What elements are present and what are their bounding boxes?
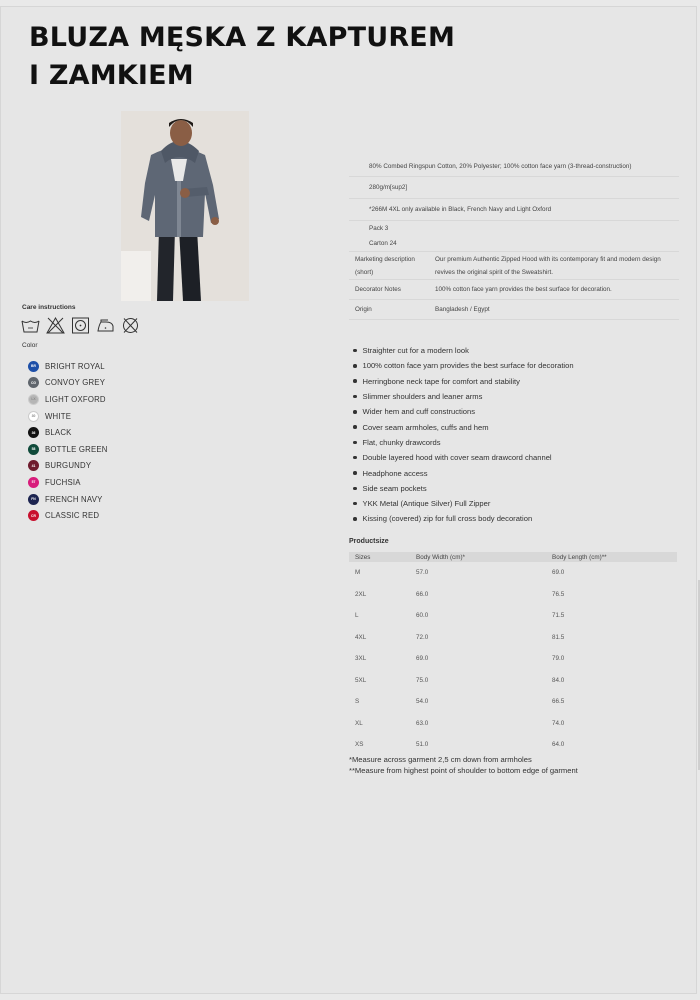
feature-item: Slimmer shoulders and leaner arms: [353, 389, 574, 404]
size-table-header: [349, 552, 677, 562]
color-swatch: 36: [28, 427, 39, 438]
size-row: [349, 648, 677, 670]
iron-icon: [96, 317, 115, 334]
size-row: [349, 605, 677, 627]
spec-row: [349, 280, 679, 300]
feature-item: 100% cotton face yarn provides the best surface for decoration: [353, 358, 574, 373]
length-cell: 64.0: [552, 741, 565, 749]
size-row: [349, 713, 677, 735]
page-title: [29, 19, 455, 95]
spec-value: *266M 4XL only available in Black, French Navy and Light Oxford: [369, 206, 552, 213]
feature-item: Cover seam armholes, cuffs and hem: [353, 419, 574, 434]
spec-key: Marketing description (short): [355, 255, 415, 276]
color-item: [28, 408, 108, 425]
size-row: [349, 670, 677, 692]
color-name: CONVOY GREY: [45, 378, 106, 388]
size-row: [349, 584, 677, 606]
productsize-title: Productsize: [349, 538, 389, 545]
color-swatch: CR: [28, 510, 39, 521]
size-row: [349, 691, 677, 713]
spec-row: [349, 177, 679, 199]
color-name: WHITE: [45, 411, 72, 421]
note-length: **Measure from highest point of shoulder to bottom edge of garment: [349, 765, 578, 775]
care-icons: [21, 317, 140, 334]
color-item: [28, 424, 108, 441]
size-cell: M: [355, 569, 361, 577]
tumble-dry-icon: [71, 317, 90, 334]
feature-item: Straighter cut for a modern look: [353, 343, 574, 358]
length-cell: 69.0: [552, 569, 565, 577]
feature-list: [353, 343, 574, 527]
spec-key: Decorator Notes: [355, 286, 401, 293]
feature-item: Wider hem and cuff constructions: [353, 404, 574, 419]
length-cell: 79.0: [552, 655, 565, 663]
note-width: *Measure across garment 2,5 cm down from armholes: [349, 755, 532, 764]
spec-row: [349, 236, 679, 252]
spec-table: [349, 157, 679, 320]
document-page: [0, 6, 697, 994]
color-swatch: 30: [28, 411, 39, 422]
length-cell: 84.0: [552, 676, 565, 684]
color-swatch: 58: [28, 444, 39, 455]
width-cell: 57.0: [416, 569, 429, 577]
feature-item: Herringbone neck tape for comfort and stability: [353, 374, 574, 389]
feature-item: Headphone access: [353, 465, 574, 480]
color-item: [28, 441, 108, 458]
color-item: [28, 458, 108, 475]
no-bleach-icon: [46, 317, 65, 334]
title-line-2: I ZAMKIEM: [29, 60, 194, 91]
header-sizes: Sizes: [349, 552, 410, 562]
spec-value: 280g/m[sup2]: [369, 184, 408, 191]
size-row: [349, 734, 677, 756]
color-swatch: LX: [28, 394, 39, 405]
color-swatch: BR: [28, 361, 39, 372]
title-line-1: BLUZA MĘSKA Z KAPTUREM: [29, 22, 456, 53]
color-name: FUCHSIA: [45, 477, 81, 487]
spec-value: 80% Combed Ringspun Cotton, 20% Polyester; 100% cotton face yarn (3-thread-construction): [369, 163, 632, 170]
feature-item: Flat, chunky drawcords: [353, 435, 574, 450]
width-cell: 60.0: [416, 612, 429, 620]
size-cell: XL: [355, 719, 363, 727]
size-cell: 3XL: [355, 655, 367, 663]
size-cell: S: [355, 698, 360, 706]
wash-40-icon: [21, 317, 40, 334]
color-swatch: FN: [28, 494, 39, 505]
color-swatch: 57: [28, 477, 39, 488]
size-cell: 2XL: [355, 590, 367, 598]
length-cell: 74.0: [552, 719, 565, 727]
color-swatch: 41: [28, 460, 39, 471]
size-cell: XS: [355, 741, 364, 749]
feature-item: Kissing (covered) zip for full cross body decoration: [353, 511, 574, 526]
color-name: BLACK: [45, 428, 72, 438]
size-table: [349, 552, 677, 756]
width-cell: 72.0: [416, 633, 429, 641]
header-body-length: Body Length (cm)**: [546, 552, 677, 562]
width-cell: 63.0: [416, 719, 429, 727]
spec-key: Origin: [355, 306, 372, 313]
width-cell: 54.0: [416, 698, 429, 706]
product-photo: [121, 111, 249, 301]
color-name: BOTTLE GREEN: [45, 444, 108, 454]
spec-value: Bangladesh / Egypt: [435, 306, 490, 313]
color-name: CLASSIC RED: [45, 511, 100, 521]
color-item: [28, 375, 108, 392]
color-item: [28, 507, 108, 524]
feature-item: Side seam pockets: [353, 481, 574, 496]
size-cell: L: [355, 612, 359, 620]
color-name: LIGHT OXFORD: [45, 394, 106, 404]
spec-row: [349, 199, 679, 221]
spec-row: [349, 221, 679, 236]
color-item: [28, 491, 108, 508]
spec-row: [349, 157, 679, 177]
size-cell: 4XL: [355, 633, 367, 641]
size-row: [349, 562, 677, 584]
length-cell: 71.5: [552, 612, 565, 620]
color-swatch: CG: [28, 377, 39, 388]
model-in-hoodie-image: [121, 111, 249, 301]
width-cell: 66.0: [416, 590, 429, 598]
color-item: [28, 358, 108, 375]
feature-item: YKK Metal (Antique Silver) Full Zipper: [353, 496, 574, 511]
color-name: BRIGHT ROYAL: [45, 361, 105, 371]
no-dry-clean-icon: [121, 317, 140, 334]
feature-item: Double layered hood with cover seam drawcord channel: [353, 450, 574, 465]
header-body-width: Body Width (cm)*: [410, 552, 546, 562]
color-item: [28, 474, 108, 491]
spec-value: Pack 3: [369, 225, 389, 232]
size-row: [349, 627, 677, 649]
spec-value: Carton 24: [369, 240, 397, 247]
length-cell: 66.5: [552, 698, 565, 706]
spec-row: [349, 300, 679, 320]
spec-value: Our premium Authentic Zipped Hood with its contemporary fit and modern design revives the original spirit of the Sweatshirt.: [435, 255, 661, 276]
spec-value: 100% cotton face yarn provides the best surface for decoration.: [435, 286, 612, 293]
length-cell: 81.5: [552, 633, 565, 641]
color-list: [28, 358, 108, 524]
measurement-notes: [349, 755, 578, 776]
spec-row: [349, 252, 679, 280]
width-cell: 51.0: [416, 741, 429, 749]
length-cell: 76.5: [552, 590, 565, 598]
width-cell: 69.0: [416, 655, 429, 663]
color-name: BURGUNDY: [45, 461, 92, 471]
care-instructions-label: Care instructions: [22, 304, 76, 311]
color-name: FRENCH NAVY: [45, 494, 103, 504]
color-label: Color: [22, 342, 38, 349]
size-cell: 5XL: [355, 676, 367, 684]
width-cell: 75.0: [416, 676, 429, 684]
color-item: [28, 391, 108, 408]
